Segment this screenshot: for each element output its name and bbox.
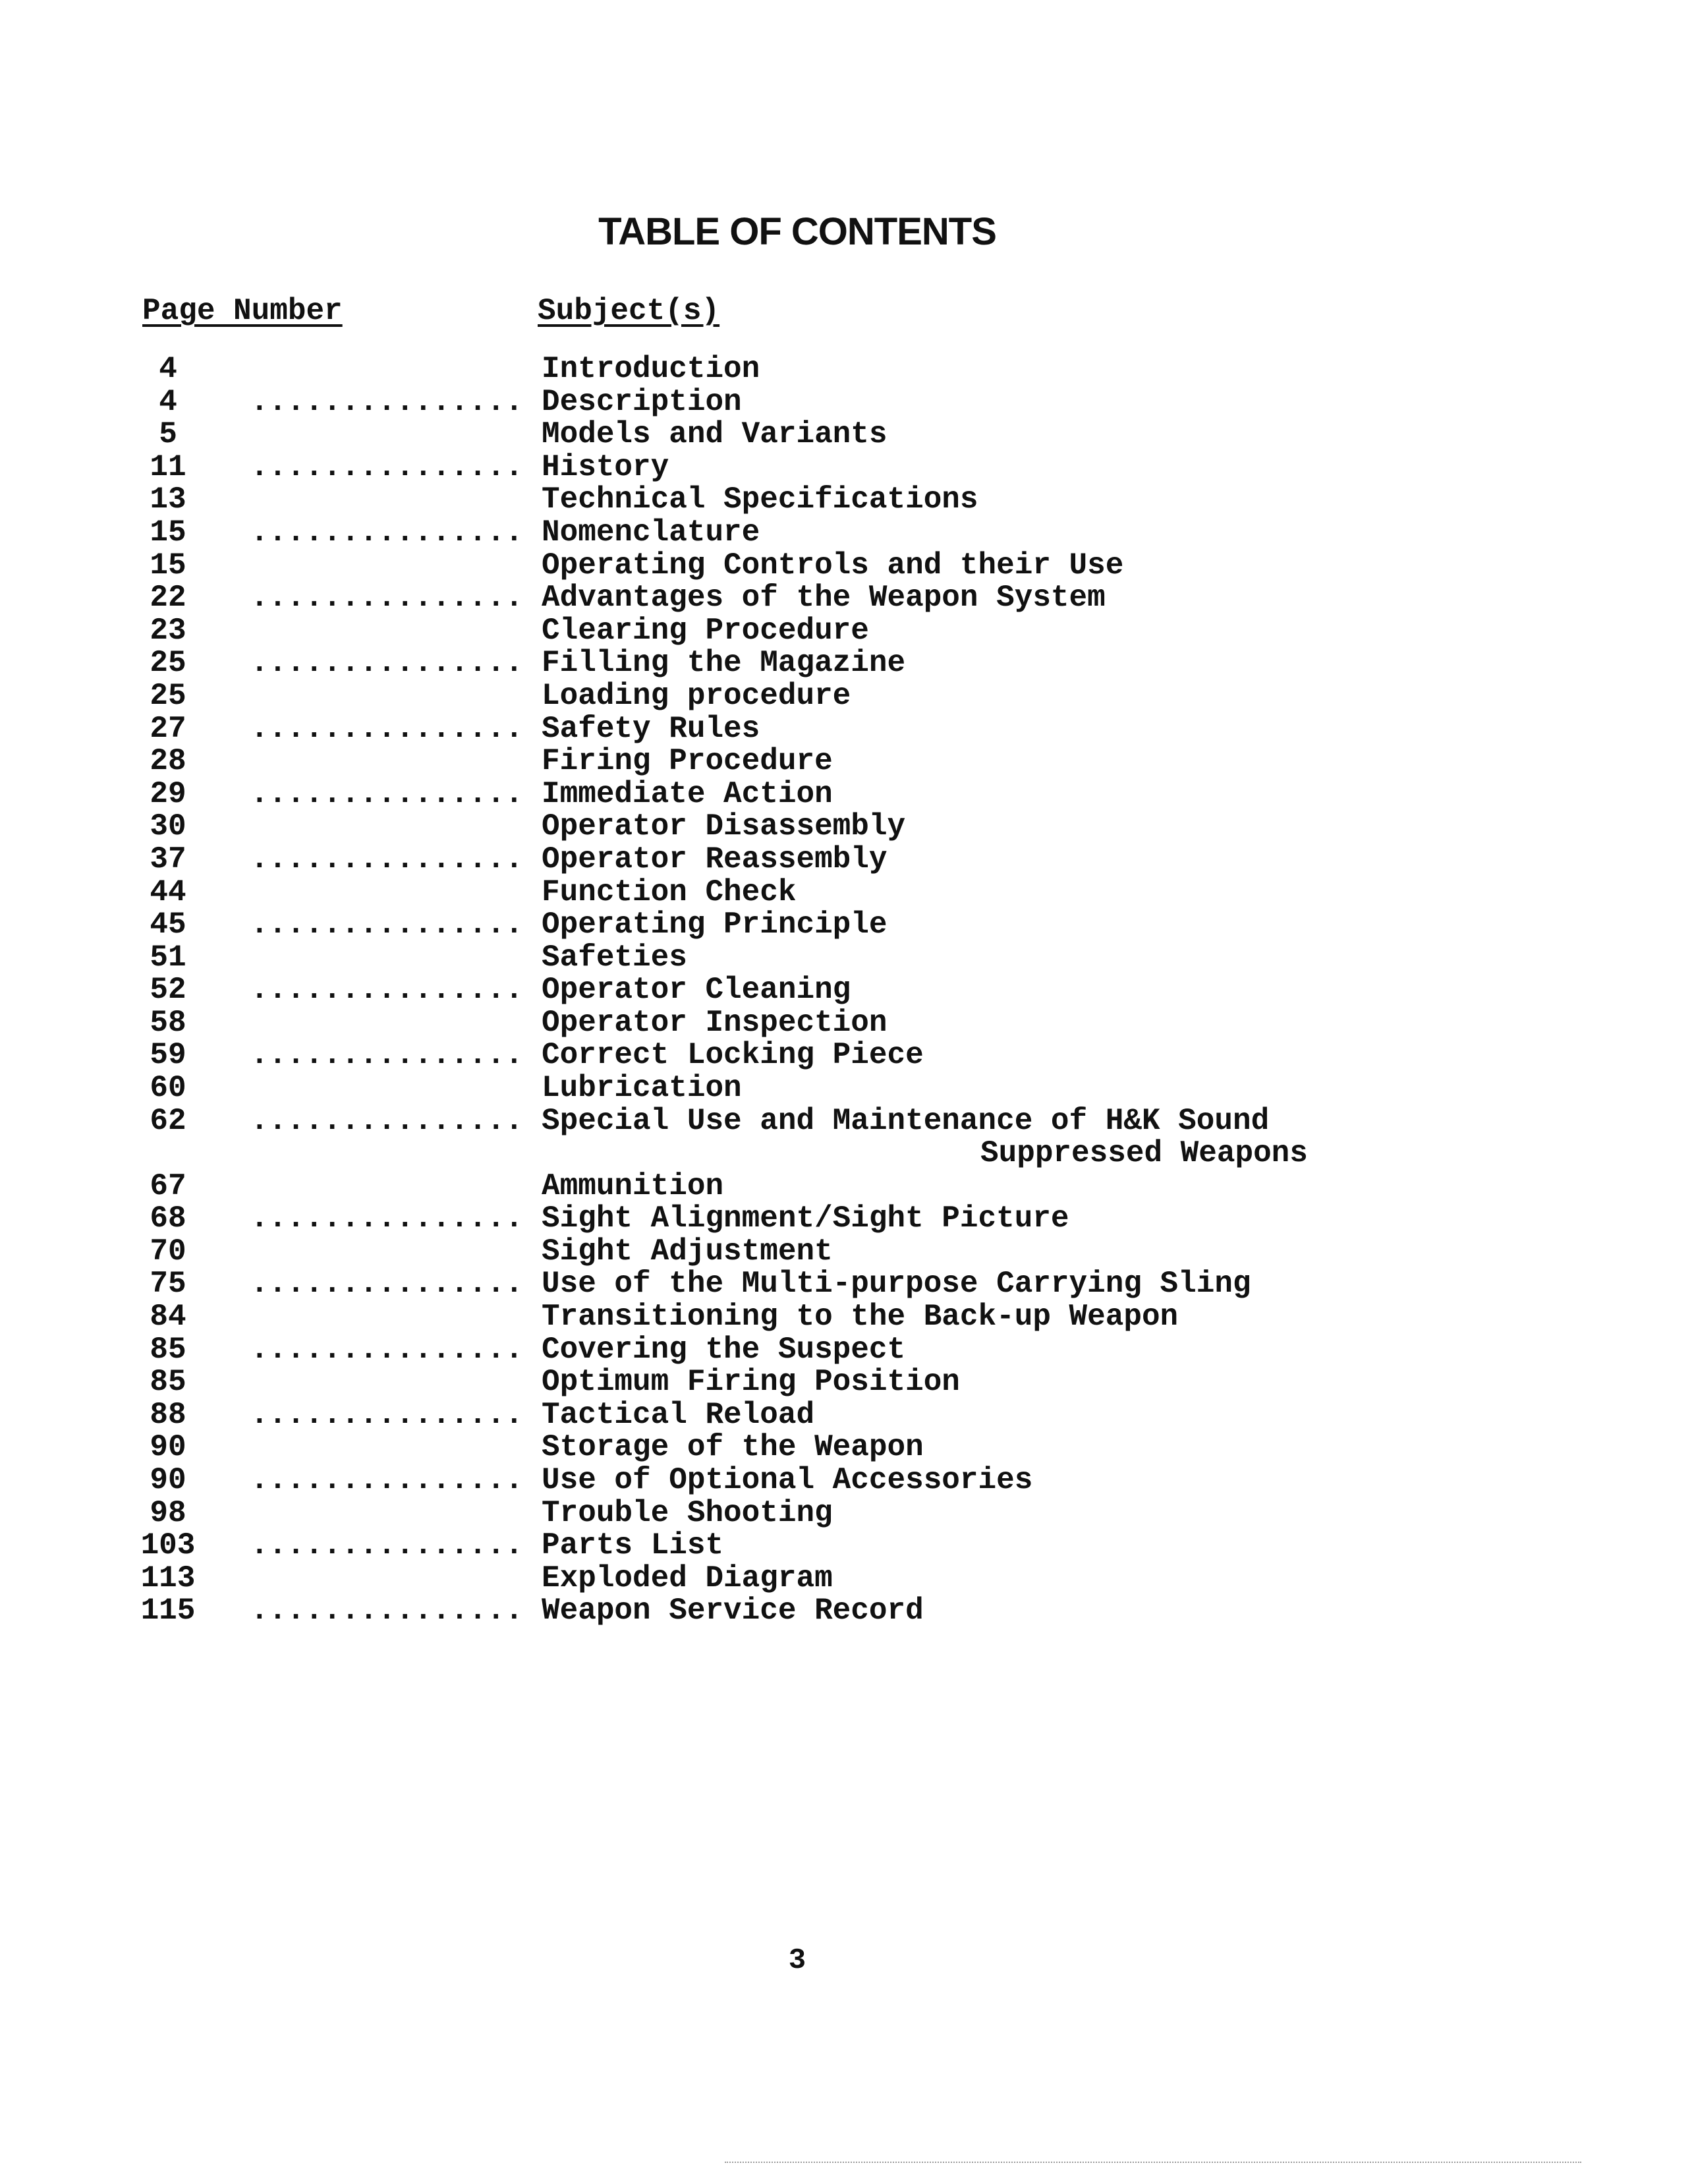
toc-entry (0, 1072, 1692, 1105)
toc-entry (0, 1563, 1692, 1595)
toc-entry-subject: Parts List (542, 1528, 724, 1563)
toc-entry-page: 4 (159, 384, 177, 419)
toc-entry-page: 13 (150, 482, 186, 517)
toc-entry-subject-continued: Suppressed Weapons (980, 1135, 1308, 1170)
toc-entry (0, 353, 1692, 386)
toc-entry-page: 22 (150, 581, 186, 616)
toc-entry-leader-dots: ............... (250, 1267, 524, 1302)
toc-entry-page: 44 (150, 875, 186, 909)
toc-entry-subject: Introduction (542, 352, 760, 386)
toc-entry-page: 25 (150, 678, 186, 713)
toc-entry (0, 1399, 1692, 1432)
toc-entry (0, 745, 1692, 778)
toc-list (0, 353, 1692, 1628)
toc-entry-subject: Tactical Reload (542, 1397, 815, 1432)
toc-entry-page: 84 (150, 1300, 186, 1335)
toc-entry-page: 58 (150, 1005, 186, 1040)
toc-entry (0, 1236, 1692, 1269)
toc-entry-subject: Use of Optional Accessories (542, 1463, 1033, 1497)
toc-entry-subject: Transitioning to the Back-up Weapon (542, 1300, 1179, 1335)
scan-artifact-line (725, 2162, 1581, 2164)
toc-entry-subject: History (542, 449, 669, 484)
toc-entry-page: 103 (140, 1528, 196, 1563)
toc-entry (0, 1007, 1692, 1040)
toc-entry-subject: Sight Adjustment (542, 1234, 833, 1269)
toc-entry-subject: Description (542, 384, 742, 419)
toc-entry-subject: Operator Cleaning (542, 973, 851, 1008)
toc-entry-leader-dots: ............... (250, 711, 524, 746)
toc-entry-leader-dots: ............... (250, 1201, 524, 1236)
toc-entry (0, 1431, 1692, 1464)
toc-entry-subject: Special Use and Maintenance of H&K Sound (542, 1103, 1270, 1138)
toc-entry-subject: Trouble Shooting (542, 1495, 833, 1530)
toc-entry (0, 484, 1692, 517)
toc-entry-leader-dots: ............... (250, 1463, 524, 1497)
toc-entry-subject: Storage of the Weapon (542, 1430, 924, 1465)
toc-entry (0, 844, 1692, 876)
toc-entry-page: 11 (150, 449, 186, 484)
toc-entry (0, 1203, 1692, 1236)
toc-entry-subject: Filling the Magazine (542, 646, 906, 681)
toc-entry (0, 909, 1692, 942)
toc-entry-page: 85 (150, 1365, 186, 1400)
toc-entry (0, 974, 1692, 1007)
toc-entry-subject: Optimum Firing Position (542, 1365, 960, 1400)
toc-entry-page: 28 (150, 744, 186, 779)
toc-entry-leader-dots: ............... (250, 907, 524, 942)
toc-entry (0, 811, 1692, 844)
toc-entry-page: 68 (150, 1201, 186, 1236)
toc-entry (0, 876, 1692, 909)
toc-entry-page: 27 (150, 711, 186, 746)
toc-entry (0, 582, 1692, 615)
toc-entry-subject: Correct Locking Piece (542, 1038, 924, 1073)
toc-entry-page: 15 (150, 515, 186, 550)
toc-entry-page: 90 (150, 1430, 186, 1465)
toc-entry-subject: Lubrication (542, 1071, 742, 1106)
toc-entry-subject: Ammunition (542, 1168, 724, 1203)
toc-entry-page: 88 (150, 1397, 186, 1432)
toc-entry (0, 1334, 1692, 1367)
toc-entry (0, 1170, 1692, 1203)
toc-entry (0, 647, 1692, 680)
toc-entry-leader-dots: ............... (250, 842, 524, 876)
toc-entry-page: 113 (140, 1561, 196, 1595)
subject-column-header: Subject(s) (538, 294, 720, 328)
toc-entry (0, 386, 1692, 419)
toc-entry-page: 59 (150, 1038, 186, 1073)
toc-entry-subject: Use of the Multi-purpose Carrying Sling (542, 1267, 1251, 1302)
toc-entry-leader-dots: ............... (250, 646, 524, 681)
toc-entry (0, 1595, 1692, 1628)
toc-entry-subject: Operator Inspection (542, 1005, 888, 1040)
toc-entry (0, 1105, 1692, 1170)
toc-entry-subject: Nomenclature (542, 515, 760, 550)
toc-entry-subject: Safeties (542, 940, 687, 975)
toc-entry (0, 418, 1692, 451)
toc-entry-leader-dots: ............... (250, 1038, 524, 1073)
toc-entry (0, 1464, 1692, 1497)
toc-entry-page: 62 (150, 1103, 186, 1138)
toc-entry-subject: Operating Controls and their Use (542, 548, 1124, 583)
toc-entry-leader-dots: ............... (250, 973, 524, 1008)
toc-entry-subject: Immediate Action (542, 776, 833, 811)
toc-entry (0, 713, 1692, 746)
toc-entry-subject: Operating Principle (542, 907, 888, 942)
toc-entry-subject: Models and Variants (542, 417, 888, 452)
toc-entry-subject: Technical Specifications (542, 482, 978, 517)
toc-entry (0, 1366, 1692, 1399)
toc-entry-subject: Operator Disassembly (542, 809, 906, 844)
toc-entry (0, 517, 1692, 550)
page-title: TABLE OF CONTENTS (598, 210, 996, 253)
toc-entry-leader-dots: ............... (250, 515, 524, 550)
toc-entry-page: 67 (150, 1168, 186, 1203)
toc-entry-page: 4 (159, 352, 177, 386)
toc-entry-leader-dots: ............... (250, 776, 524, 811)
toc-entry-subject: Covering the Suspect (542, 1332, 906, 1367)
toc-entry-subject: Function Check (542, 875, 797, 909)
toc-entry-page: 5 (159, 417, 177, 452)
toc-entry-leader-dots: ............... (250, 1397, 524, 1432)
toc-entry (0, 1530, 1692, 1563)
toc-entry-leader-dots: ............... (250, 449, 524, 484)
toc-entry-page: 90 (150, 1463, 186, 1497)
toc-entry-page: 51 (150, 940, 186, 975)
toc-entry-page: 23 (150, 613, 186, 648)
toc-entry-leader-dots: ............... (250, 1103, 524, 1138)
toc-entry (0, 680, 1692, 713)
toc-entry-leader-dots: ............... (250, 1332, 524, 1367)
toc-entry-subject: Loading procedure (542, 678, 851, 713)
toc-entry-page: 85 (150, 1332, 186, 1367)
toc-entry-page: 115 (140, 1594, 196, 1628)
toc-entry (0, 778, 1692, 811)
toc-entry-page: 37 (150, 842, 186, 876)
toc-entry-leader-dots: ............... (250, 384, 524, 419)
page-number-column-header: Page Number (142, 294, 343, 328)
toc-entry (0, 1268, 1692, 1301)
toc-entry-subject: Sight Alignment/Sight Picture (542, 1201, 1069, 1236)
toc-entry (0, 550, 1692, 583)
toc-entry (0, 1039, 1692, 1072)
toc-entry-page: 25 (150, 646, 186, 681)
toc-entry-leader-dots: ............... (250, 1528, 524, 1563)
toc-entry-page: 29 (150, 776, 186, 811)
toc-entry-subject: Operator Reassembly (542, 842, 888, 876)
toc-entry-page: 30 (150, 809, 186, 844)
toc-entry-subject: Weapon Service Record (542, 1594, 924, 1628)
toc-entry (0, 615, 1692, 648)
toc-entry-subject: Safety Rules (542, 711, 760, 746)
toc-entry-subject: Advantages of the Weapon System (542, 581, 1106, 616)
toc-entry-page: 60 (150, 1071, 186, 1106)
toc-entry-page: 52 (150, 973, 186, 1008)
toc-entry-leader-dots: ............... (250, 581, 524, 616)
toc-entry-page: 98 (150, 1495, 186, 1530)
toc-entry-subject: Firing Procedure (542, 744, 833, 779)
toc-entry-page: 45 (150, 907, 186, 942)
toc-entry (0, 1301, 1692, 1334)
page-number: 3 (788, 1944, 806, 1977)
toc-entry-page: 15 (150, 548, 186, 583)
toc-entry (0, 1497, 1692, 1530)
toc-entry-subject: Clearing Procedure (542, 613, 869, 648)
toc-entry (0, 942, 1692, 975)
toc-entry-page: 70 (150, 1234, 186, 1269)
toc-entry (0, 451, 1692, 484)
toc-entry-subject: Exploded Diagram (542, 1561, 833, 1595)
toc-entry-leader-dots: ............... (250, 1594, 524, 1628)
toc-entry-page: 75 (150, 1267, 186, 1302)
